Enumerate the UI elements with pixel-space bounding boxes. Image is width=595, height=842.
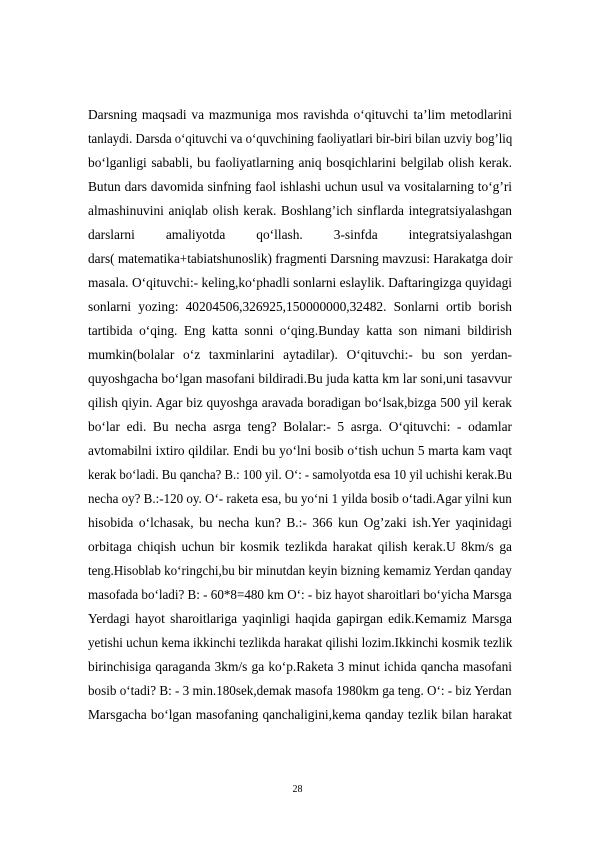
- text-line: dars( matematika+tabiatshunoslik) fragmenti Darsning mavzusi: Harakatga doir: [88, 251, 513, 266]
- text-line: Darsning maqsadi va mazmuniga mos ravishda o‘qituvchi ta’lim metodlarini: [88, 107, 512, 122]
- text-line: qilish qiyin. Agar biz quyoshga aravada boradigan bo‘lsak,bizga 500 yil kerak: [88, 395, 512, 410]
- page-number: 28: [292, 784, 303, 795]
- text-line: yetishi uchun kema ikkinchi tezlikda harakat qilishi lozim.Ikkinchi kosmik tezlik: [88, 635, 513, 650]
- text-line: teng.Hisoblab ko‘ringchi,bu bir minutdan keyin bizning kemamiz Yerdan qanday: [88, 563, 512, 578]
- body-paragraph: [88, 103, 512, 727]
- text-line: kerak bo‘ladi. Bu qancha? B.: 100 yil. O‘: - samolyotda esa 10 yil uchishi kerak.Bu: [88, 467, 512, 482]
- text-line: masofada bo‘ladi? B: - 60*8=480 km O‘: - biz hayot sharoitlari bo‘yicha Marsga: [88, 587, 512, 602]
- text-line: orbitaga chiqish uchun bir kosmik tezlikda harakat qilish kerak.U 8km/s ga: [88, 539, 512, 554]
- text-line: Marsgacha bo‘lgan masofaning qanchaligini,kema qanday tezlik bilan harakat: [88, 707, 512, 722]
- text-line: mumkin(bolalar o‘z taxminlarini aytadilar). O‘qituvchi:- bu son yerdan-: [88, 347, 512, 362]
- text-line: quyoshgacha bo‘lgan masofani bildiradi.Bu juda katta km lar soni,uni tasavvur: [88, 371, 512, 386]
- text-line: bo‘lganligi sababli, bu faoliyatlarning aniq bosqichlarini belgilab olish kerak.: [88, 155, 512, 170]
- text-line: necha oy? B.:-120 oy. O‘- raketa esa, bu yo‘ni 1 yilda bosib o‘tadi.Agar yilni kun: [88, 491, 512, 506]
- text-line: hisobida o‘lchasak, bu necha kun? B.:- 366 kun Og’zaki ish.Yer yaqinidagi: [88, 515, 512, 530]
- text-line: sonlarni yozing: 40204506,326925,150000000,32482. Sonlarni ortib borish: [88, 299, 512, 314]
- text-line: tanlaydi. Darsda o‘qituvchi va o‘quvchining faoliyatlari bir-biri bilan uzviy bog’liq: [88, 131, 513, 146]
- text-line: tartibida o‘qing. Eng katta sonni o‘qing.Bunday katta son nimani bildirish: [88, 323, 512, 338]
- text-line: darslarni amaliyotda qo‘llash. 3-sinfda integratsiyalashgan: [88, 227, 512, 242]
- text-line: masala. O‘qituvchi:- keling,ko‘phadli sonlarni eslaylik. Daftaringizga quyidagi: [88, 275, 512, 290]
- text-line: Yerdagi hayot sharoitlariga yaqinligi haqida gapirgan edik.Kemamiz Marsga: [88, 611, 512, 626]
- text-line: avtomabilni ixtiro qildilar. Endi bu yo‘lni bosib o‘tish uchun 5 marta kam vaqt: [88, 443, 512, 458]
- text-line: bo‘lar edi. Bu necha asrga teng? Bolalar:- 5 asrga. O‘qituvchi: - odamlar: [88, 419, 512, 434]
- text-line: Butun dars davomida sinfning faol ishlashi uchun usul va vositalarning to‘g’ri: [88, 179, 512, 194]
- text-line: birinchisiga qaraganda 3km/s ga ko‘p.Raketa 3 minut ichida qancha masofani: [88, 659, 512, 674]
- text-line: almashinuvini aniqlab olish kerak. Boshlang’ich sinflarda integratsiyalashgan: [88, 203, 512, 218]
- text-line: bosib o‘tadi? B: - 3 min.180sek,demak masofa 1980km ga teng. O‘: - biz Yerdan: [88, 683, 512, 698]
